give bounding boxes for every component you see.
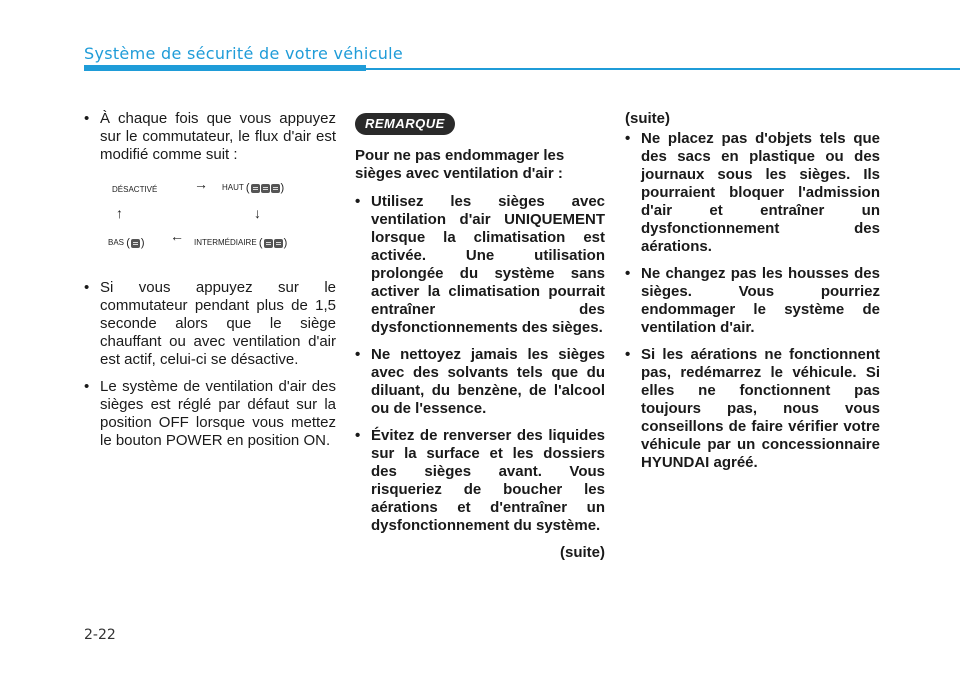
bullet-mark: •: [84, 110, 90, 127]
list-item: [355, 427, 605, 535]
bullet-mark: •: [625, 130, 631, 147]
paren-open: (: [258, 237, 263, 249]
list-item: [355, 346, 605, 418]
list-item-text: Évitez de renverser des liquides sur la surface et les dossiers des sièges avant. Vous risqueriez de boucher les aérations et d'entraîner un dysfonctionnement du système.: [371, 427, 605, 534]
paren-close: ): [140, 237, 145, 249]
seat-icon: [131, 239, 140, 248]
list-item-text: Ne placez pas d'objets tels que des sacs en plastique ou des journaux sous les sièges. Ils pourraient bloquer l'admission d'air et entraîner un dysfonctionnement des aérations.: [641, 130, 880, 255]
list-item-text: À chaque fois que vous appuyez sur le commutateur, le flux d'air est modifié comme suit :: [100, 110, 336, 163]
seat-indicator-high: [251, 184, 280, 193]
column-right: [625, 110, 880, 481]
paren-open: (: [126, 237, 130, 249]
label-high: [222, 179, 284, 197]
arrow-right-icon: →: [194, 176, 208, 192]
paren-close: ): [280, 182, 285, 194]
arrow-left-icon: ←: [170, 228, 184, 244]
label-high-text: HAUT: [222, 183, 244, 193]
seat-icon: [264, 239, 273, 248]
paren-open: (: [245, 182, 250, 194]
label-off: DÉSACTIVÉ: [112, 185, 158, 194]
seat-icon: [261, 184, 270, 193]
label-low: [108, 234, 145, 252]
list-item-text: Si les aérations ne fonctionnent pas, redémarrez le véhicule. Si elles ne fonctionnent pas toujours pas, nous vous conseillons de faire vérifier votre véhicule par un concessionnaire HYUNDAI agréé.: [641, 346, 880, 471]
note-badge: REMARQUE: [355, 113, 455, 135]
seat-icon: [274, 239, 283, 248]
continued-label: (suite): [560, 544, 605, 561]
list-item: [625, 130, 880, 256]
column-left: [84, 110, 336, 459]
list-item: [355, 193, 605, 337]
paren-close: ): [283, 237, 288, 249]
label-mid: [194, 234, 287, 252]
list-item: [84, 110, 336, 164]
seat-indicator-mid: [264, 239, 283, 248]
list-item-text: Si vous appuyez sur le commutateur pendant plus de 1,5 seconde alors que le siège chauffant ou avec ventilation d'air est actif, celui-ci se désactive.: [100, 279, 336, 368]
seat-icon: [251, 184, 260, 193]
column-middle: [355, 113, 605, 562]
arrow-down-icon: ↓: [254, 205, 261, 221]
bullet-mark: •: [355, 193, 361, 210]
seat-indicator-low: [131, 239, 140, 248]
label-mid-text: INTERMÉDIAIRE: [194, 238, 257, 248]
list-item-text: Utilisez les sièges avec ventilation d'air UNIQUEMENT lorsque la climatisation est activée. Une utilisation prolongée du système sans activer la climatisation pourrait entraîner des dysfonctionnements des sièges.: [371, 193, 605, 336]
note-intro: Pour ne pas endommager les sièges avec ventilation d'air :: [355, 147, 565, 182]
continued-label: (suite): [625, 110, 670, 127]
bullet-mark: •: [84, 279, 90, 296]
arrow-up-icon: ↑: [116, 205, 123, 221]
bullet-mark: •: [355, 427, 361, 444]
list-item: [625, 265, 880, 337]
label-low-text: BAS: [108, 238, 125, 248]
list-item-text: Le système de ventilation d'air des sièges est réglé par défaut sur la position OFF lorsque vous mettez le bouton POWER en position ON.: [100, 378, 336, 449]
header-accent-bar: [84, 65, 366, 71]
list-item: [625, 346, 880, 472]
section-title: Système de sécurité de votre véhicule: [84, 44, 404, 63]
page-number: 2-22: [84, 627, 116, 643]
bullet-mark: •: [625, 346, 631, 363]
list-item-text: Ne nettoyez jamais les sièges avec des solvants tels que du diluant, du benzène, de l'alcool ou de l'essence.: [371, 346, 605, 417]
list-item: [84, 279, 336, 369]
list-item: [84, 378, 336, 450]
bullet-mark: •: [355, 346, 361, 363]
list-item-text: Ne changez pas les housses des sièges. Vous pourriez endommager le système de ventilation d'air.: [641, 265, 880, 336]
seat-icon: [271, 184, 280, 193]
bullet-mark: •: [84, 378, 90, 395]
bullet-mark: •: [625, 265, 631, 282]
airflow-cycle-diagram: [84, 173, 336, 263]
